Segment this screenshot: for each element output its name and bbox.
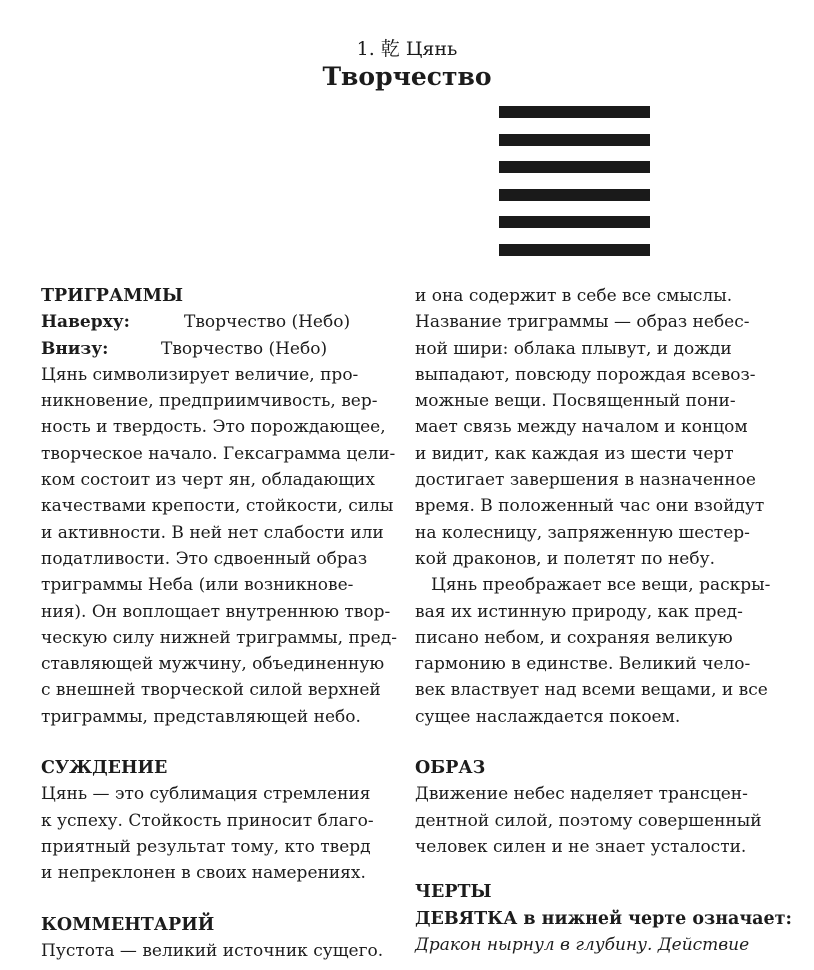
text-line: триграммы Неба (или возникнове- (41, 575, 354, 596)
trigrams-heading: ТРИГРАММЫ (41, 286, 183, 306)
yang-line (499, 244, 650, 256)
text-line: Движение небес наделяет трансцен- (415, 784, 748, 805)
yang-line (499, 134, 650, 146)
text-line: человек силен и не знает усталости. (415, 836, 747, 857)
commentary-heading: КОММЕНТАРИЙ (41, 914, 215, 935)
text-line: ной шири: облака плывут, и дожди (415, 338, 732, 359)
text-line: сущее наслаждается покоем. (415, 706, 681, 727)
hexagram-number-title: 1. 乾 Цянь (356, 38, 458, 60)
text-line: и активности. В ней нет слабости или (41, 522, 384, 543)
right-column (415, 283, 792, 958)
hexagram-figure (499, 106, 650, 256)
yang-line (499, 216, 650, 228)
text-line: достигает завершения в назначенное (415, 470, 756, 491)
text-line: ческую силу нижней триграммы, пред- (41, 627, 397, 648)
text-line: писано небом, и сохраняя великую (415, 627, 733, 648)
text-line: на колесницу, запряженную шестер- (415, 522, 750, 543)
text-line: ком состоит из черт ян, обладающих (41, 470, 375, 491)
text-line: никновение, предприимчивость, вер- (41, 391, 378, 412)
upper-label: Наверху: (41, 312, 130, 333)
text-line: триграммы, представляющей небо. (41, 706, 361, 727)
text-line: Пустота — великий источник сущего. (41, 940, 384, 961)
text-line: творческое начало. Гексаграмма цели- (41, 443, 396, 464)
text-line: с внешней творческой силой верхней (41, 680, 381, 701)
text-line: качествами крепости, стойкости, силы (41, 496, 394, 517)
hexagram-name-title: Творчество (322, 62, 492, 91)
upper-trigram-row (41, 309, 391, 335)
lower-value: Творчество (Небо) (161, 338, 328, 359)
text-line: и она содержит в себе все смыслы. (415, 286, 733, 306)
judgement-heading: СУЖДЕНИЕ (41, 758, 168, 779)
upper-value: Творчество (Небо) (184, 312, 351, 333)
nine-bottom-tail: Действие (657, 934, 750, 955)
text-line: Цянь символизирует величие, про- (41, 364, 359, 385)
lines-heading: ЧЕРТЫ (415, 882, 492, 903)
text-line: гармонию в единстве. Великий чело- (415, 654, 751, 675)
yang-line (499, 106, 650, 118)
yang-line (499, 189, 650, 201)
text-line: к успеху. Стойкость приносит благо- (41, 810, 374, 831)
text-line: вая их истинную природу, как пред- (415, 601, 743, 622)
left-column (41, 283, 397, 964)
text-line: ния). Он воплощает внутреннюю твор- (41, 601, 391, 622)
nine-bottom-italic: Дракон нырнул в глубину. (415, 934, 653, 955)
nine-bottom-text (415, 932, 775, 958)
text-line: выпадают, повсюду порождая всевоз- (415, 364, 756, 385)
text-line: ность и твердость. Это порождающее, (41, 417, 386, 438)
text-line: время. В положенный час они взойдут (415, 496, 765, 517)
text-line: ставляющей мужчину, объединенную (41, 654, 385, 675)
text-line: Цянь — это сублимация стремления (41, 784, 371, 805)
nine-bottom-heading: ДЕВЯТКА в нижней черте означает: (415, 908, 792, 929)
text-line: и непреклонен в своих намерениях. (41, 863, 366, 884)
image-heading: ОБРАЗ (415, 758, 486, 779)
text-line: и видит, как каждая из шести черт (415, 443, 734, 464)
text-line: век властвует над всеми вещами, и все (415, 680, 768, 701)
lower-trigram-row (41, 336, 391, 362)
text-line: кой драконов, и полетят по небу. (415, 548, 715, 569)
text-line: податливости. Это сдвоенный образ (41, 548, 368, 569)
text-line: Название триграммы — образ небес- (415, 312, 750, 333)
yang-line (499, 161, 650, 173)
text-line: можные вещи. Посвященный пони- (415, 391, 736, 412)
text-line: дентной силой, поэтому совершенный (415, 810, 762, 831)
lower-label: Внизу: (41, 338, 109, 359)
text-line: Цянь преображает все вещи, раскры- (431, 575, 771, 596)
text-line: мает связь между началом и концом (415, 417, 748, 438)
text-line: приятный результат тому, кто тверд (41, 836, 371, 857)
